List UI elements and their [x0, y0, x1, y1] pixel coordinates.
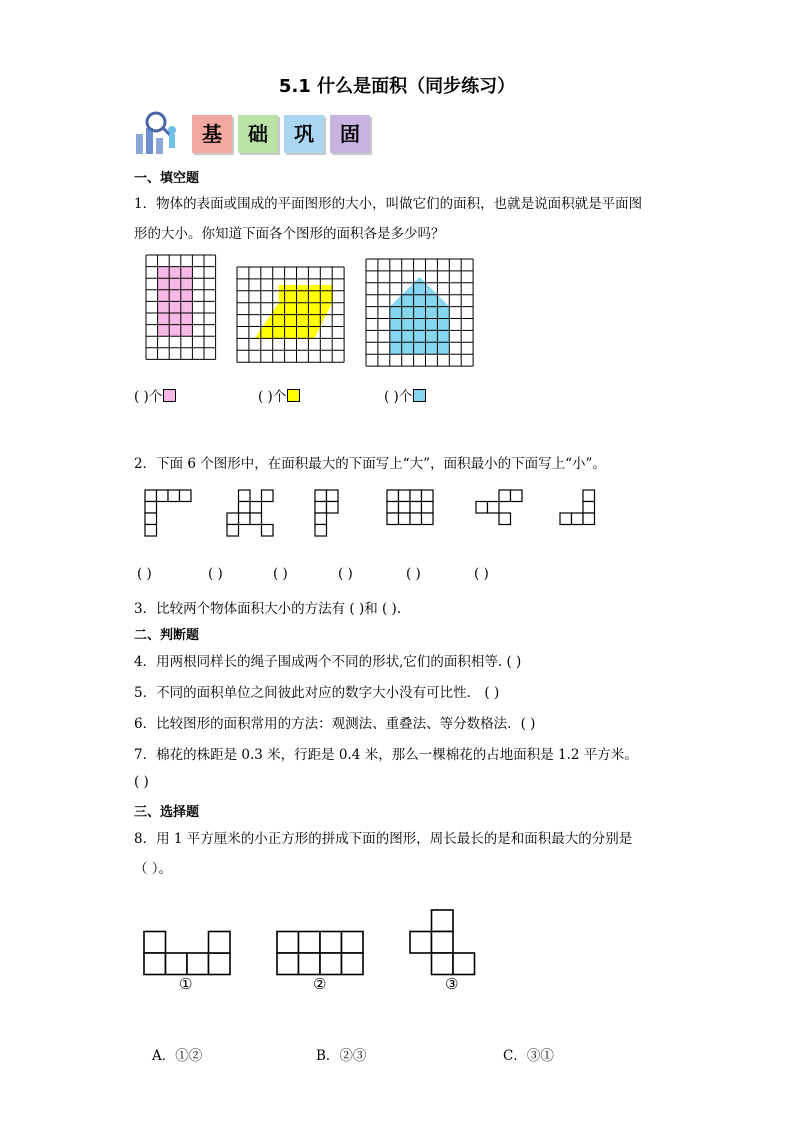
section-choice: 三、选择题: [134, 805, 200, 820]
section-banner: [132, 108, 372, 156]
q2-shape-3: [315, 490, 338, 536]
q2-shape-5: [476, 490, 522, 525]
q8-option-a[interactable]: A．①②: [152, 1048, 203, 1064]
q2-blank-1[interactable]: ( ): [137, 566, 152, 582]
q8-text-line2: （ ）。: [134, 861, 173, 877]
q1-blank-1[interactable]: ( )个: [134, 389, 163, 405]
q2-shape-1: [145, 490, 191, 536]
grid-figure-blue: [366, 259, 474, 367]
section-judge: 二、判断题: [134, 628, 200, 643]
page-title: 5.1 什么是面积（同步练习）: [278, 76, 516, 97]
q1-blank-2[interactable]: ( )个: [258, 389, 287, 405]
q8-shape-2: [277, 932, 363, 975]
q2-blank-3[interactable]: ( ): [273, 566, 288, 582]
q8-shapes: [144, 908, 484, 978]
q3-text: 3．比较两个物体面积大小的方法有 ( )和 ( ).: [134, 601, 402, 617]
q8-label-1: ①: [179, 975, 193, 993]
q8-shape-3: [410, 910, 475, 975]
q1-blank-3[interactable]: ( )个: [384, 389, 413, 405]
blue-square-icon: [413, 389, 426, 402]
q2-blank-2[interactable]: ( ): [208, 566, 223, 582]
q8-label-2: ②: [313, 975, 327, 993]
banner-tile-4: 固: [330, 115, 370, 153]
q8-text-line1: 8．用 1 平方厘米的小正方形的拼成下面的图形，周长最长的是和面积最大的分别是: [134, 831, 633, 847]
banner-tile-3: 巩: [284, 115, 324, 153]
q2-text: 2．下面 6 个图形中，在面积最大的下面写上“大”，面积最小的下面写上“小”。: [134, 456, 606, 472]
q1-answer-1: [134, 385, 176, 405]
q5-text: 5．不同的面积单位之间彼此对应的数字大小没有可比性． ( ): [134, 685, 500, 701]
q2-blank-5[interactable]: ( ): [406, 566, 421, 582]
q2-shape-2: [227, 490, 273, 536]
q7-blank[interactable]: ( ): [134, 774, 149, 790]
q1-text-line1: 1．物体的表面或围成的平面图形的大小，叫做它们的面积，也就是说面积就是平面图: [134, 196, 643, 212]
q1-answer-3: [384, 385, 426, 405]
q2-shape-6: [560, 490, 595, 525]
q8-option-c[interactable]: C．③①: [503, 1048, 554, 1064]
q8-label-3: ③: [445, 975, 459, 993]
yellow-square-icon: [287, 389, 300, 402]
q1-text-line2: 形的大小。你知道下面各个图形的面积各是多少吗？: [134, 226, 445, 242]
q2-blank-4[interactable]: ( ): [338, 566, 353, 582]
q7-text: 7．棉花的株距是 0.3 米，行距是 0.4 米，那么一棵棉花的占地面积是 1.2 平方米。: [134, 747, 638, 763]
q4-text: 4．用两根同样长的绳子围成两个不同的形状,它们的面积相等. ( ): [134, 654, 522, 670]
banner-tile-2: 础: [238, 115, 278, 153]
grid-figure-pink: [146, 255, 216, 363]
q2-shapes: [140, 488, 620, 558]
q8-option-b[interactable]: B．②③: [316, 1048, 367, 1064]
q2-blank-6[interactable]: ( ): [474, 566, 489, 582]
q6-text: 6．比较图形的面积常用的方法：观测法、重叠法、等分数格法．( ): [134, 716, 536, 732]
pink-square-icon: [163, 389, 176, 402]
q1-answer-2: [258, 385, 300, 405]
banner-tile-1: 基: [192, 115, 232, 153]
grid-figure-yellow: [237, 267, 345, 363]
q8-shape-1: [144, 932, 230, 975]
section-fill-blank: 一、填空题: [134, 171, 200, 186]
magnifier-chart-icon: [132, 108, 192, 156]
q2-shape-4: [387, 490, 433, 525]
